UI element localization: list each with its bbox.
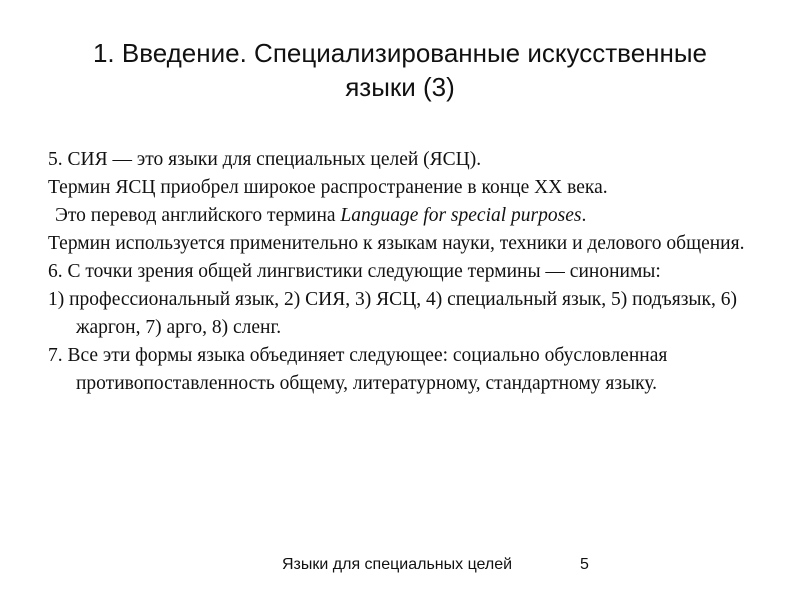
paragraph-1: 5. СИЯ — это языки для специальных целей (ЯСЦ). — [48, 149, 482, 170]
paragraph-4: Термин используется применительно к языкам науки, техники и делового общения. — [48, 233, 745, 254]
paragraph-7: 7. Все эти формы языка объединяет следующее: социально обусловленная противопоставленность общему, литературному, стандартному языку. — [48, 345, 668, 394]
slide-title-line-1: 1. Введение. Специализированные искусственные — [92, 38, 708, 68]
paragraph-3-suffix: . — [581, 205, 587, 226]
paragraph-6: 1) профессиональный язык, 2) СИЯ, 3) ЯСЦ, 4) специальный язык, 5) подъязык, 6) жаргон, 7) арго, 8) сленг. — [48, 289, 738, 338]
paragraph-3 — [48, 202, 768, 230]
footer-label: Языки для специальных целей — [282, 556, 513, 573]
page-number: 5 — [580, 556, 589, 573]
paragraph-2: Термин ЯСЦ приобрел широкое распространение в конце XX века. — [48, 177, 608, 198]
paragraph-5: 6. С точки зрения общей лингвистики следующие термины — синонимы: — [48, 261, 661, 282]
paragraph-3-prefix: Это перевод английского термина — [55, 205, 341, 226]
paragraph-3-italic-term: Language for special purposes — [340, 205, 582, 226]
slide-title-line-2: языки (3) — [345, 72, 455, 102]
slide-content — [48, 146, 768, 398]
slide-title — [40, 36, 760, 104]
